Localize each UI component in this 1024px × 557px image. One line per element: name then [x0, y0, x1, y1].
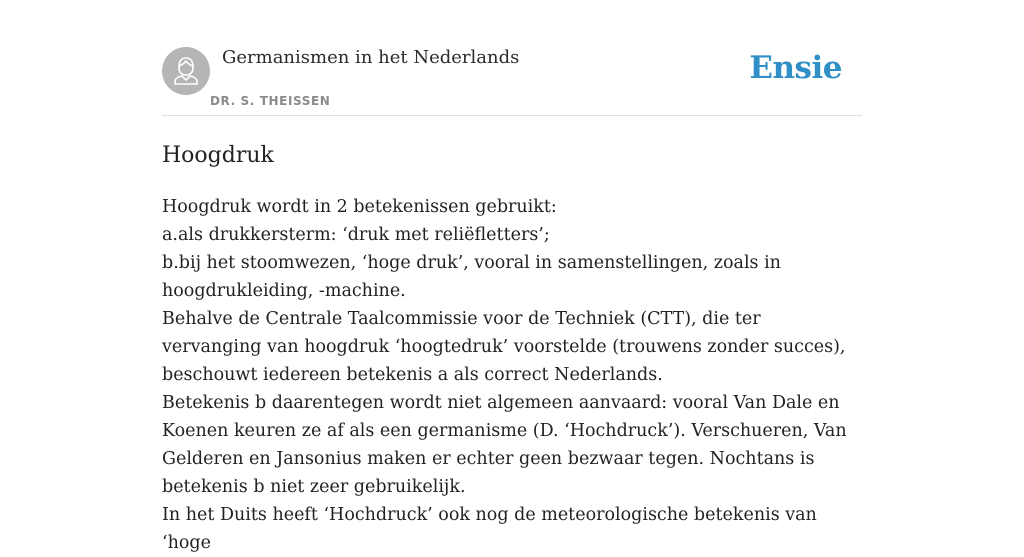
- paragraph: Hoogdruk wordt in 2 betekenissen gebruikt:: [162, 197, 557, 217]
- entry-title: Hoogdruk: [162, 143, 274, 168]
- author-name[interactable]: DR. S. THEISSEN: [210, 94, 331, 108]
- header: [162, 46, 862, 116]
- paragraph: Betekenis b daarentegen wordt niet algemeen aanvaard: vooral Van Dale en Koenen keuren ze af als een germanisme (D. ‘Hochdruck’). Verschueren, Van Gelderen en Jansonius maken er echter geen bezwaar tegen. Nochtans is betekenis b niet zeer gebruikelijk.: [162, 393, 847, 497]
- author-avatar[interactable]: [162, 47, 210, 95]
- book-title[interactable]: Germanismen in het Nederlands: [222, 47, 520, 68]
- page: [162, 0, 862, 557]
- paragraph: Behalve de Centrale Taalcommissie voor de Techniek (CTT), die ter vervanging van hoogdruk ‘hoogtedruk’ voorstelde (trouwens zonder succes), beschouwt iedereen betekenis a als correct Nederlands.: [162, 309, 846, 385]
- paragraph: b.bij het stoomwezen, ‘hoge druk’, vooral in samenstellingen, zoals in hoogdrukleiding, -machine.: [162, 253, 781, 301]
- paragraph: In het Duits heeft ‘Hochdruck’ ook nog de meteorologische betekenis van ‘hoge: [162, 505, 817, 553]
- entry-body: [162, 193, 862, 557]
- person-icon: [162, 47, 210, 95]
- ensie-logo[interactable]: Ensie: [749, 50, 842, 86]
- paragraph: a.als drukkersterm: ‘druk met reliëfletters’;: [162, 225, 550, 245]
